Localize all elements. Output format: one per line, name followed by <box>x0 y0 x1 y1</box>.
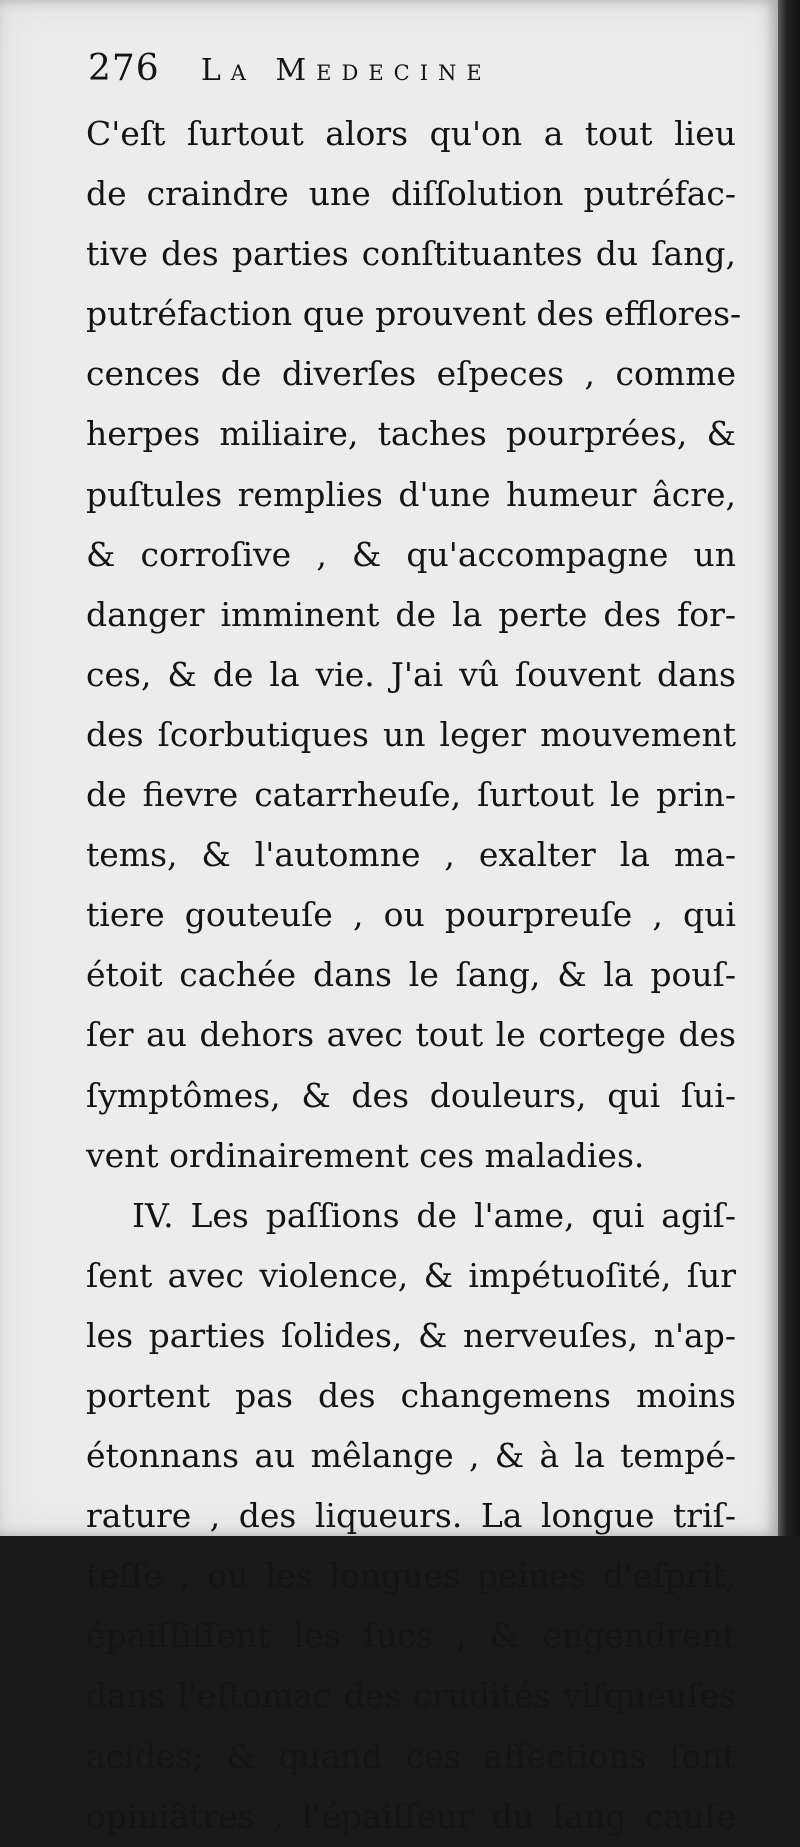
text-line: opiniâtres , l'épaiſſeur du ſang cauſe <box>86 1796 736 1836</box>
text-line: danger imminent de la perte des for- <box>86 594 736 634</box>
text-line: épaiſſiſſent les ſucs , & engendrent <box>86 1616 736 1656</box>
text-line: de fievre catarrheuſe, ſurtout le prin- <box>86 775 736 815</box>
text-line: ſer au dehors avec tout le cortege des <box>86 1015 736 1055</box>
body-text <box>86 104 742 1847</box>
text-line: herpes miliaire, taches pourprées, & <box>86 414 736 454</box>
text-line: tiere gouteuſe , ou pourpreuſe , qui <box>86 895 736 935</box>
text-line: & corroſive , & qu'accompagne un <box>86 534 736 574</box>
text-line: puſtules remplies d'une humeur âcre, <box>86 474 736 514</box>
text-line: ſymptômes, & des douleurs, qui ſui- <box>86 1075 736 1115</box>
text-line: acides; & quand ces affections ſont <box>86 1736 736 1776</box>
text-line: tems, & l'automne , exalter la ma- <box>86 835 736 875</box>
text-line: des ſcorbutiques un leger mouvement <box>86 714 736 754</box>
page-number: 276 <box>88 48 160 89</box>
paragraph-end-line: vent ordinairement ces maladies. <box>86 1135 645 1175</box>
text-line: cences de diverſes eſpeces , comme <box>86 354 736 394</box>
text-line: de craindre une diſſolution putréfac- <box>86 174 736 214</box>
text-line: rature , des liqueurs. La longue triſ- <box>86 1496 736 1536</box>
text-line: ces, & de la vie. J'ai vû ſouvent dans <box>86 654 736 694</box>
text-line: portent pas des changemens moins <box>86 1375 736 1415</box>
text-line: C'eſt ſurtout alors qu'on a tout lieu <box>86 114 736 153</box>
running-title: La Medecine <box>200 53 492 88</box>
text-line: teſſe , ou les longues peines d'eſprit, <box>86 1556 736 1596</box>
text-line: étoit cachée dans le ſang, & la pouſ- <box>86 955 736 995</box>
text-line: ſent avec violence, & impétuoſité, ſur <box>86 1255 736 1295</box>
page-gutter-shadow <box>778 0 800 1536</box>
paragraph-start-line: IV. Les paſſions de l'ame, qui agiſ- <box>132 1195 736 1235</box>
text-line: dans l'eſtomac des crudités viſqueuſes <box>86 1676 736 1716</box>
text-line: putréfaction que prouvent des efflores- <box>86 294 742 334</box>
text-line: étonnans au mêlange , & à la tempé- <box>86 1436 736 1476</box>
text-line: les parties ſolides, & nerveuſes, n'ap- <box>86 1315 736 1355</box>
text-line: tive des parties conſtituantes du ſang, <box>86 234 736 274</box>
running-head <box>88 48 738 104</box>
